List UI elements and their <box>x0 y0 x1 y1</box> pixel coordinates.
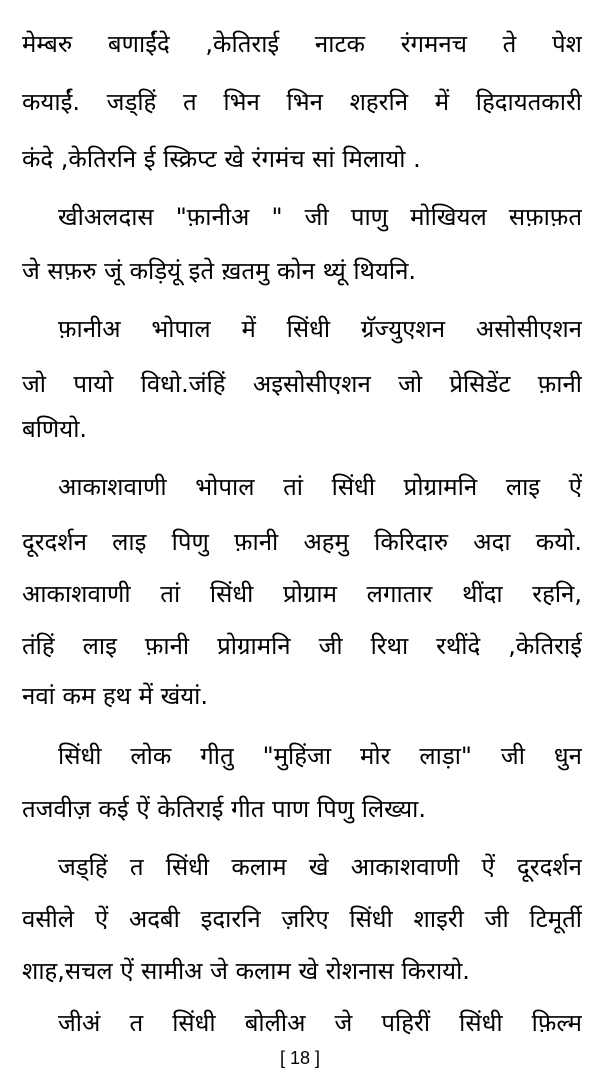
text-line: आकाशवाणी तां सिंधी प्रोग्राम लगातार थींदा रहनि, <box>22 580 582 608</box>
text-line: तजवीज़ कई ऐं केतिराई गीत पाण पिणु लिख्या. <box>22 795 426 823</box>
text-line: तंहिं लाइ फ़ानी प्रोग्रामनि जी रिथा रथींदे ,केतिराई <box>22 632 582 660</box>
text-line: शाह,सचल ऐं सामीअ जे कलाम खे रोशनास किरायो. <box>22 957 470 985</box>
text-line: कयाईं. जड्हिं त भिन भिन शहरनि में हिदायतकारी <box>22 88 582 116</box>
text-line: जीअं त सिंधी बोलीअ जे पहिरीं सिंधी फ़िल्म <box>58 1009 582 1037</box>
text-line: कंदे ,केतिरनि ई स्क्रिप्ट खे रंगमंच सां मिलायो . <box>22 145 421 173</box>
text-line: जड्हिं त सिंधी कलाम खे आकाशवाणी ऐं दूरदर्शन <box>58 853 582 881</box>
text-line: खीअलदास "फ़ानीअ " जी पाणु मोखियल सफ़ाफ़त <box>58 203 582 231</box>
text-line: वसीले ऐं अदबी इदारनि ज़रिए सिंधी शाइरी जी टिमूर्ती <box>22 905 582 933</box>
text-line: फ़ानीअ भोपाल में सिंधी ग्रॅज्युएशन असोसीएशन <box>58 315 582 343</box>
text-line: जो पायो विधो.जंहिं अइसोसीएशन जो प्रेसिडेंट फ़ानी <box>22 370 582 398</box>
text-line: जे सफ़रु जूं कड़ियूं इते ख़तमु कोन थ्यूं थियनि. <box>22 257 417 285</box>
page-number: [ 18 ] <box>279 1048 321 1068</box>
text-line: सिंधी लोक गीतु "मुहिंजा मोर लाड़ा" जी धुन <box>58 742 582 770</box>
text-line: आकाशवाणी भोपाल तां सिंधी प्रोग्रामनि लाइ ऐं <box>58 473 582 501</box>
text-line: नवां कम हथ में खंयां. <box>22 682 209 710</box>
text-line: मेम्बरु बणाईंदे ,केतिराई नाटक रंगमनच ते पेश <box>22 30 582 58</box>
text-line: बणियो. <box>22 415 88 443</box>
text-line: दूरदर्शन लाइ पिणु फ़ानी अहमु किरिदारु अदा कयो. <box>22 528 582 556</box>
